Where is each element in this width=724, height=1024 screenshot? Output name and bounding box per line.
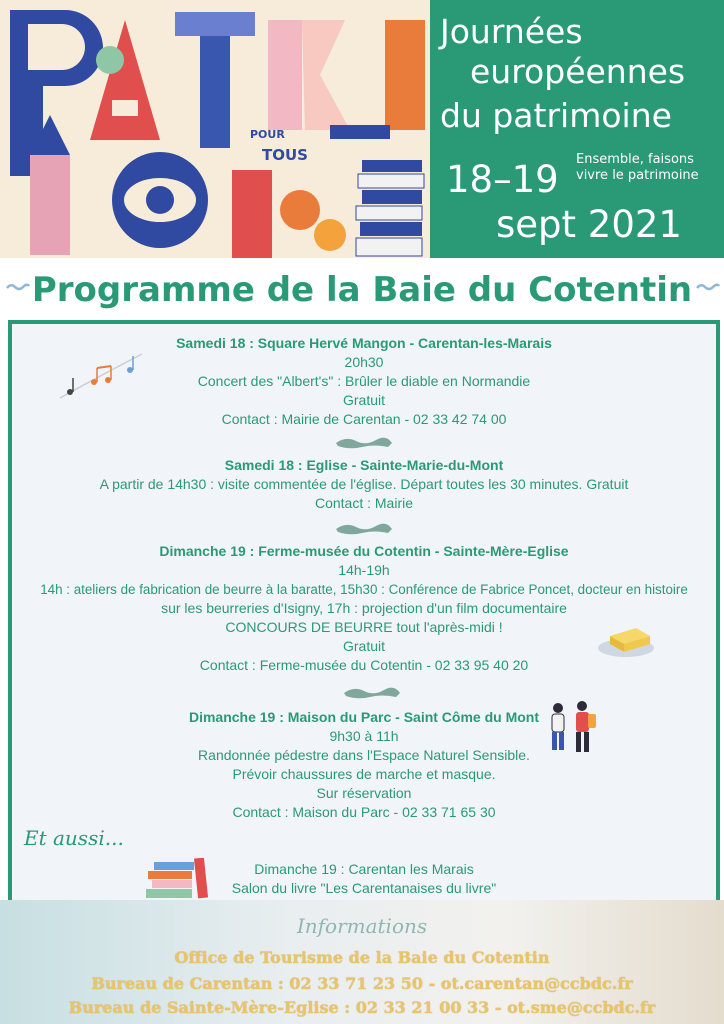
event-item-4 [12,708,716,822]
event-line: Sur réservation [316,785,412,801]
info-footer [0,900,724,1024]
hero-title-line3: du patrimoine [440,96,672,135]
page-title: Programme de la Baie du Cotentin [31,270,693,310]
event-line: A partir de 14h30 : visite commentée de l'église. Départ toutes les 30 minutes. Gratuit [99,476,629,492]
patrimoine-collage-illustration [0,0,430,258]
event-line: 9h30 à 11h [329,728,399,744]
squiggle-right-decoration [696,282,720,292]
event-line: Randonnée pédestre dans l'Espace Naturel Sensible. [198,747,530,763]
event-heading: Samedi 18 : Eglise - Sainte-Marie-du-Mont [224,457,504,473]
hikers-icon [544,700,600,758]
event-line: 14h : ateliers de fabrication de beurre à la baratte, 15h30 : Conférence de Fabrice Poncet, docteur en histoire [40,582,688,597]
event-line: Contact : Mairie [314,495,414,511]
hero-title-line1: Journées [440,12,583,51]
info-sme-contact: Bureau de Sainte-Mère-Eglise : 02 33 21 00 33 - ot.sme@ccbdc.fr [68,998,656,1017]
event-line: Contact : Mairie de Carentan - 02 33 42 74 00 [221,411,507,427]
event-line: Prévoir chaussures de marche et masque. [232,766,496,782]
event-line: sur les beurreries d'Isigny, 17h : projection d'un film documentaire [161,600,567,616]
hero-dates-month: sept 2021 [496,203,682,246]
event-line: Concert des "Albert's" : Brûler le diable en Normandie [197,373,531,389]
info-office-name: Office de Tourisme de la Baie du Cotentin [174,948,550,967]
also-event-item [12,860,716,898]
collage-word-tous: TOUS [262,146,308,164]
butter-icon [596,614,658,662]
event-item-2 [12,456,716,513]
event-heading: Dimanche 19 : Ferme-musée du Cotentin - Sainte-Mère-Eglise [159,543,569,559]
event-item-1 [12,334,716,429]
event-line: Gratuit [342,638,385,654]
info-heading: Informations [296,914,428,938]
also-line: Dimanche 19 : Carentan les Marais [254,861,474,877]
event-line: Contact : Ferme-musée du Cotentin - 02 33 95 40 20 [199,657,529,673]
collage-word-pour: POUR [250,128,285,141]
event-heading: Samedi 18 : Square Hervé Mangon - Carentan-les-Marais [176,335,552,351]
also-label: Et aussi... [24,826,124,850]
brush-stroke-divider [334,434,394,450]
event-line: CONCOURS DE BEURRE tout l'après-midi ! [225,619,503,635]
info-carentan-contact: Bureau de Carentan : 02 33 71 23 50 - ot.carentan@ccbdc.fr [91,974,633,993]
also-line: Salon du livre "Les Carentanaises du livre" [231,880,497,896]
event-line: Gratuit [342,392,385,408]
hero-title-line2: européennes [470,52,686,91]
event-heading: Dimanche 19 : Maison du Parc - Saint Côme du Mont [188,709,540,725]
event-line: Contact : Maison du Parc - 02 33 71 65 30 [232,804,496,820]
brush-stroke-divider [342,684,402,700]
hero-tagline: Ensemble, faisons vivre le patrimoine [576,152,699,183]
header-banner [0,0,724,258]
event-line: 14h-19h [338,562,390,578]
collage-artwork [0,0,430,258]
books-icon [144,858,210,902]
event-title-panel [430,0,724,258]
brush-stroke-divider [334,520,394,536]
event-line: 20h30 [344,354,384,370]
hero-dates-days: 18–19 [446,158,559,201]
